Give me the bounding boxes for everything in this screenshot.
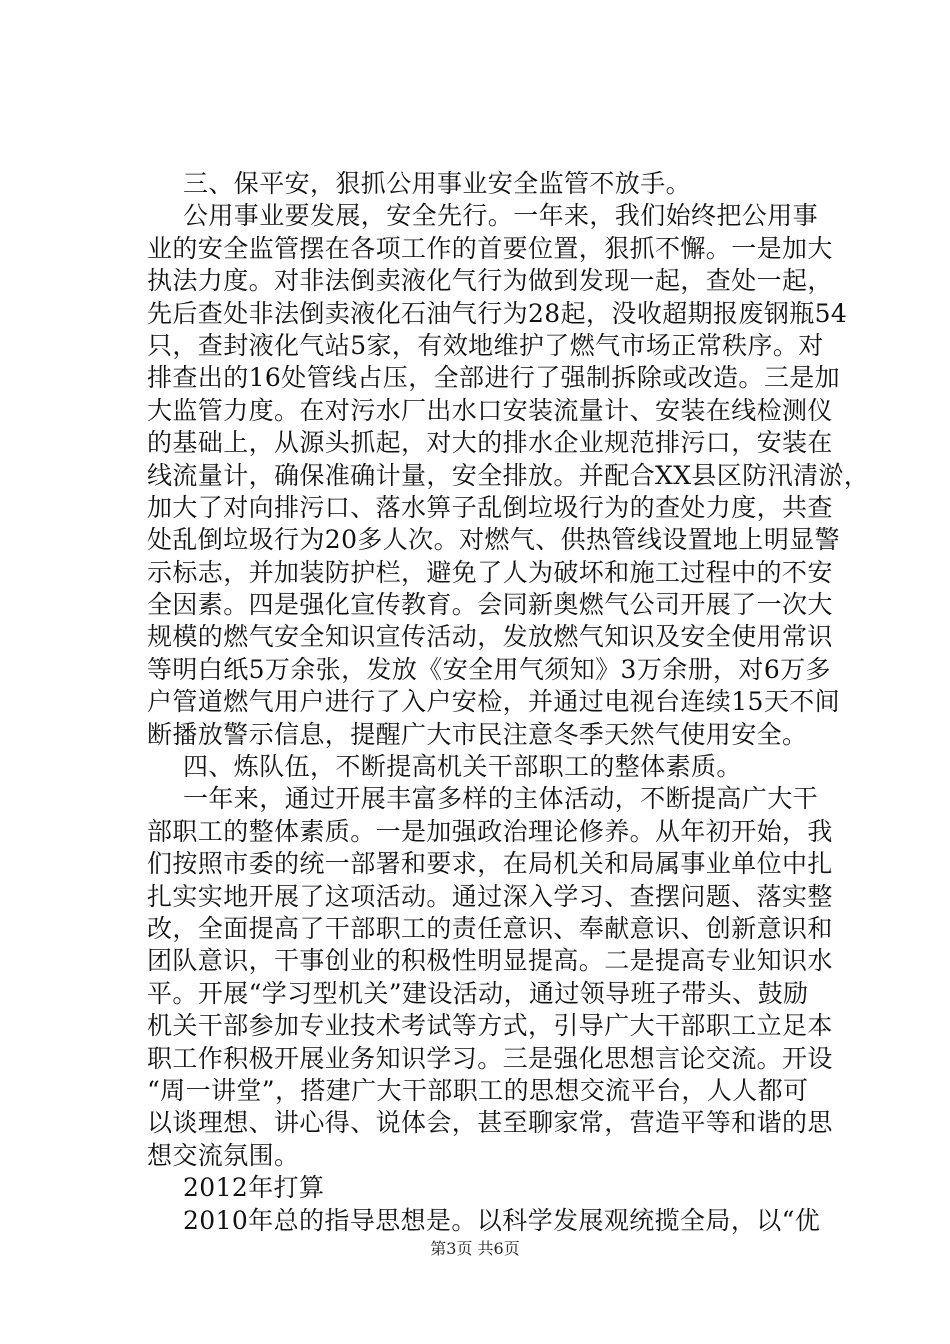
page-footer: 第3页 共6页 <box>430 1239 520 1258</box>
paragraph-line: 们按照市委的统一部署和要求，在局机关和局属事业单位中扎 <box>147 849 833 879</box>
paragraph-line: 以谈理想、讲心得、说体会，甚至聊家常，营造平等和谐的思 <box>147 1108 833 1138</box>
paragraph-line: 改，全面提高了干部职工的责任意识、奉献意识、创新意识和 <box>147 913 833 943</box>
paragraph-line: 处乱倒垃圾行为20多人次。对燃气、供热管线设置地上明显警 <box>147 525 841 555</box>
paragraph-line: 加大了对向排污口、落水箅子乱倒垃圾行为的查处力度，共查 <box>147 492 833 522</box>
paragraph-line: 规模的燃气安全知识宣传活动，发放燃气知识及安全使用常识 <box>147 622 833 652</box>
paragraph-line: 执法力度。对非法倒卖液化气行为做到发现一起，查处一起， <box>147 266 833 296</box>
paragraph-line: 线流量计，确保准确计量，安全排放。并配合XX县区防汛清淤， <box>147 460 870 490</box>
paragraph-line: 大监管力度。在对污水厂出水口安装流量计、安装在线检测仪 <box>147 395 833 425</box>
paragraph-line: 全因素。四是强化宣传教育。会同新奥燃气公司开展了一次大 <box>147 590 833 620</box>
paragraph-line: 断播放警示信息，提醒广大市民注意冬季天然气使用安全。 <box>147 719 808 749</box>
paragraph-line: 部职工的整体素质。一是加强政治理论修养。从年初开始，我 <box>147 816 833 846</box>
paragraph-line: 团队意识，干事创业的积极性明显提高。二是提高专业知识水 <box>147 946 833 976</box>
paragraph-line: 机关干部参加专业技术考试等方式，引导广大干部职工立足本 <box>147 1011 833 1041</box>
paragraph-line: 的基础上，从源头抓起，对大的排水企业规范排污口，安装在 <box>147 428 833 458</box>
paragraph-line: 排查出的16处管线占压，全部进行了强制拆除或改造。三是加 <box>147 363 841 393</box>
paragraph-line: 只，查封液化气站5家，有效地维护了燃气市场正常秩序。对 <box>147 330 824 360</box>
paragraph-line: 扎实实地开展了这项活动。通过深入学习、查摆问题、落实整 <box>147 881 833 911</box>
paragraph-line: 一年来，通过开展丰富多样的主体活动，不断提高广大干 <box>183 784 819 814</box>
paragraph-line: 户管道燃气用户进行了入户安检，并通过电视台连续15天不间 <box>147 687 841 717</box>
paragraph-line: 示标志，并加装防护栏，避免了人为破坏和施工过程中的不安 <box>147 557 833 587</box>
paragraph-line: 职工作积极开展业务知识学习。三是强化思想言论交流。开设 <box>147 1043 833 1073</box>
document-body <box>147 168 870 1237</box>
paragraph-line: 2010年总的指导思想是。以科学发展观统揽全局，以“优 <box>183 1205 821 1235</box>
section-heading: 三、保平安，狠抓公用事业安全监管不放手。 <box>183 169 692 198</box>
paragraph-line: 先后查处非法倒卖液化石油气行为28起，没收超期报废钢瓶54 <box>147 298 848 328</box>
section-heading: 2012年打算 <box>183 1173 325 1203</box>
paragraph-line: 想交流氛围。 <box>147 1140 300 1170</box>
paragraph-line: “周一讲堂”，搭建广大干部职工的思想交流平台，人人都可 <box>147 1075 809 1105</box>
paragraph-line: 业的安全监管摆在各项工作的首要位置，狠抓不懈。一是加大 <box>147 233 833 263</box>
paragraph-line: 公用事业要发展，安全先行。一年来，我们始终把公用事 <box>183 201 819 231</box>
section-heading: 四、炼队伍，不断提高机关干部职工的整体素质。 <box>183 752 742 782</box>
paragraph-line: 平。开展“学习型机关”建设活动，通过领导班子带头、鼓励 <box>147 978 809 1008</box>
paragraph-line: 等明白纸5万余张，发放《安全用气须知》3万余册，对6万多 <box>147 654 831 684</box>
